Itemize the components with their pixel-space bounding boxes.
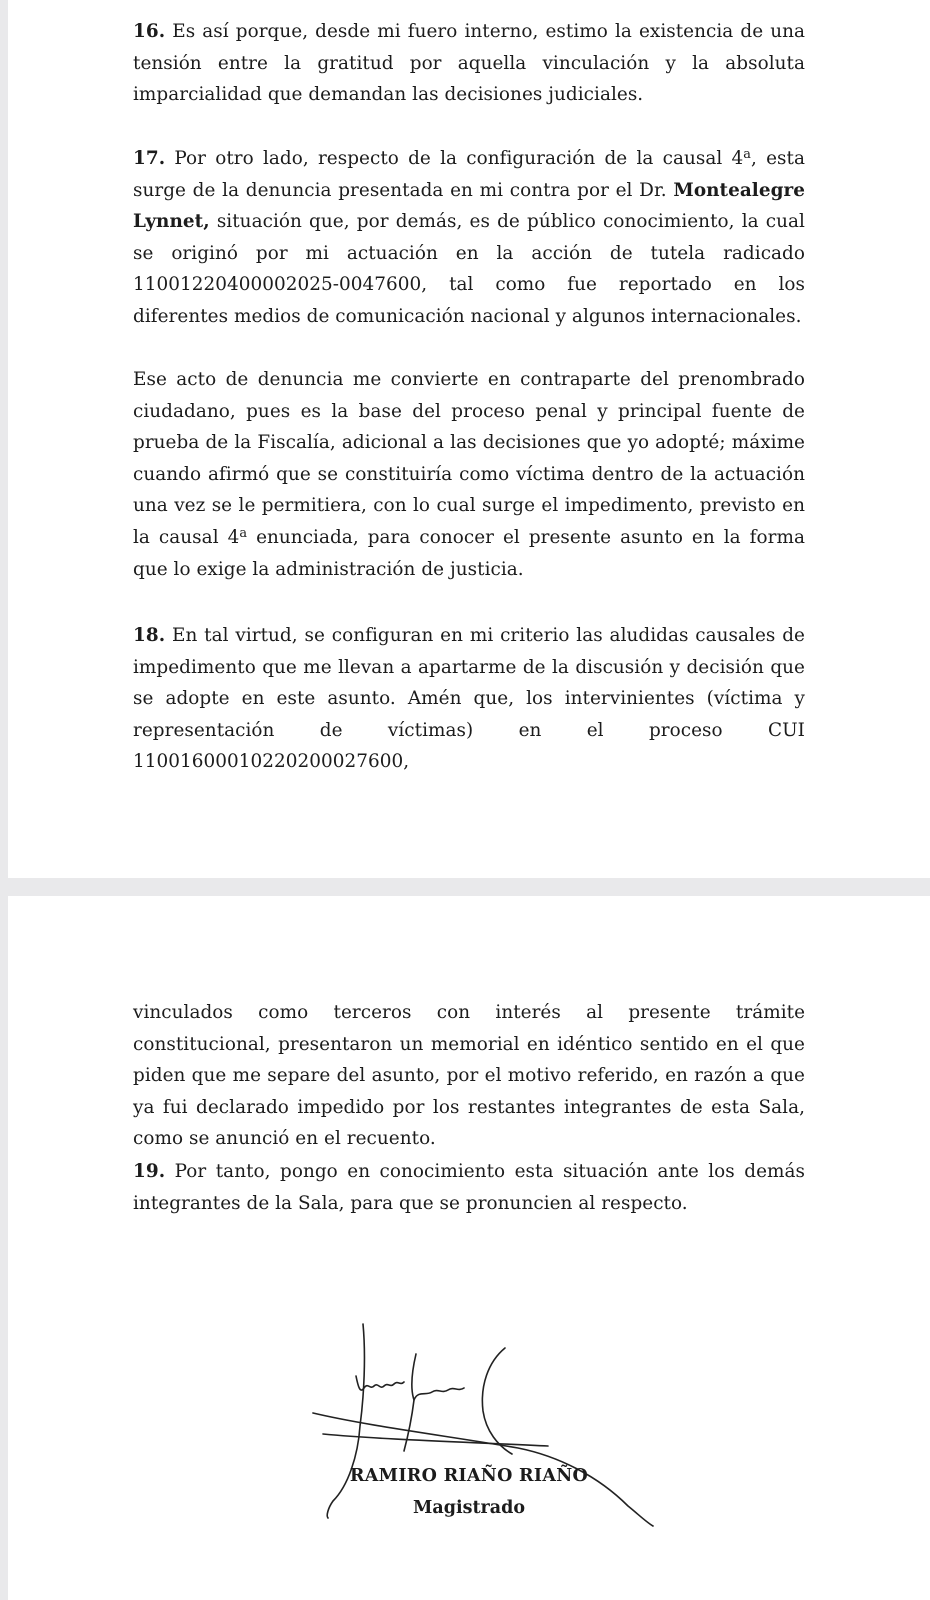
signer-name: RAMIRO RIAÑO RIAÑO bbox=[349, 1466, 589, 1486]
document-page-2 bbox=[8, 896, 930, 1600]
paragraph-text: En tal virtud, se configuran en mi criterio las aludidas causales de impedimento que me llevan a apartarme de la discusión y decisión que se adopte en este asunto. Amén que, los intervinientes (víctima y representación de víctimas) en el proceso CUI 11001600010220200027600, bbox=[133, 625, 805, 773]
paragraph-text: vinculados como terceros con interés al presente trámite constitucional, presentaron un memorial en idéntico sentido en el que piden que me separe del asunto, por el motivo referido, en razón a que ya fui declarado impedido por los restantes integrantes de esta Sala, como se anunció en el recuento. bbox=[133, 1002, 805, 1150]
paragraph-17 bbox=[133, 143, 805, 333]
paragraph-19 bbox=[133, 1156, 805, 1219]
document-page-1 bbox=[8, 0, 930, 878]
paragraph-number: 16. bbox=[133, 21, 166, 42]
bold-name: Montealegre Lynnet, bbox=[133, 179, 805, 233]
superscript: a bbox=[239, 526, 248, 542]
paragraph-number: 19. bbox=[133, 1161, 166, 1182]
paragraph-text: , esta surge de la denuncia presentada en mi contra por el Dr. bbox=[133, 148, 805, 201]
paragraph-18 bbox=[133, 620, 805, 778]
paragraph-18-continued bbox=[133, 997, 805, 1155]
superscript: a bbox=[743, 147, 751, 163]
paragraph-number: 18. bbox=[133, 625, 166, 646]
paragraph-text: Por otro lado, respecto de la configuración de la causal 4 bbox=[165, 148, 744, 169]
signer-role: Magistrado bbox=[413, 1498, 525, 1518]
paragraph-17-continued bbox=[133, 364, 805, 585]
handwritten-signature bbox=[308, 1316, 668, 1576]
paragraph-text: Es así porque, desde mi fuero interno, estimo la existencia de una tensión entre la gratitud por aquella vinculación y la absoluta imparcialidad que demandan las decisiones judiciales. bbox=[133, 21, 805, 106]
paragraph-16 bbox=[133, 16, 805, 111]
paragraph-text: Ese acto de denuncia me convierte en contraparte del prenombrado ciudadano, pues es la base del proceso penal y principal fuente de prueba de la Fiscalía, adicional a las decisiones que yo adopté; máxime cuando afirmó que se constituiría como víctima dentro de la actuación una vez se le permitiera, con lo cual surge el impedimento, previsto en la causal 4 bbox=[133, 369, 805, 548]
paragraph-text: Por tanto, pongo en conocimiento esta situación ante los demás integrantes de la Sala, para que se pronuncien al respecto. bbox=[133, 1161, 805, 1214]
paragraph-text: enunciada, para conocer el presente asunto en la forma que lo exige la administración de justicia. bbox=[133, 526, 805, 580]
paragraph-text: situación que, por demás, es de público conocimiento, la cual se originó por mi actuación en la acción de tutela radicado 11001220400002025-0047600, tal como fue reportado en los diferentes medios de comunicación nacional y algunos internacionales. bbox=[133, 211, 805, 327]
paragraph-number: 17. bbox=[133, 148, 166, 169]
